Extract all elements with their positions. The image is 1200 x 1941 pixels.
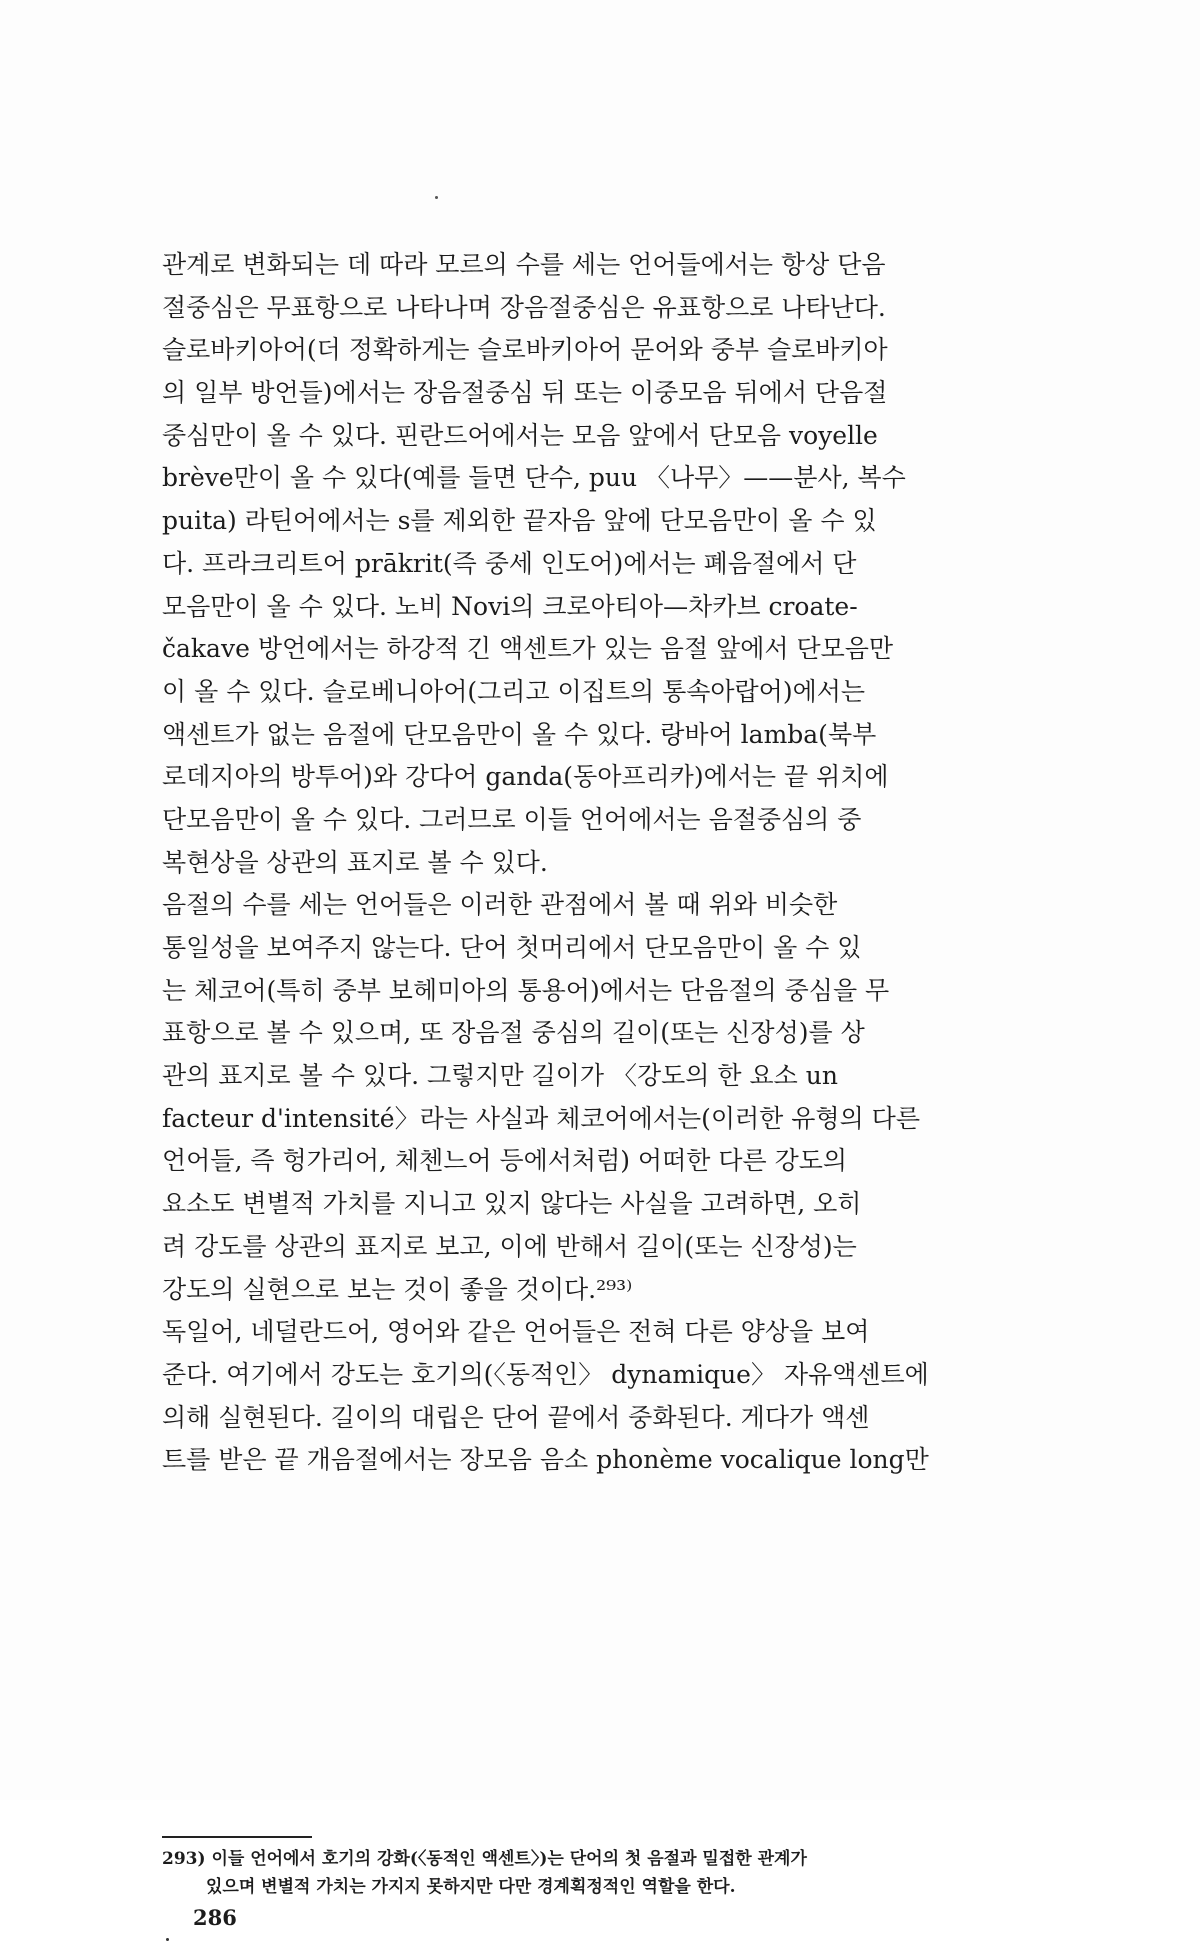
body-line: 표항으로 볼 수 있으며, 또 장음절 중심의 길이(또는 신장성)를 상 (162, 1018, 865, 1048)
body-line: 려 강도를 상관의 표지로 보고, 이에 반해서 길이(또는 신장성)는 (162, 1231, 857, 1261)
body-line: 통일성을 보여주지 않는다. 단어 첫머리에서 단모음만이 올 수 있 (162, 933, 862, 962)
body-line: 이 올 수 있다. 슬로베니아어(그리고 이집트의 통속아랍어)에서는 (162, 676, 866, 706)
footnote-line: 293) 이들 언어에서 호기의 강화(〈동적인 액센트〉)는 단어의 첫 음절과 밀접한 관계가 (162, 1849, 807, 1869)
body-line: 모음만이 올 수 있다. 노비 Novi의 크로아티아—차카브 croate- (162, 591, 858, 621)
body-line: 트를 받은 끝 개음절에서는 장모음 음소 phonème vocalique long만 (162, 1445, 929, 1475)
body-line: 의해 실현된다. 길이의 대립은 단어 끝에서 중화된다. 게다가 액센 (162, 1402, 870, 1432)
footnote (162, 1845, 1002, 1901)
body-text (162, 244, 1002, 1482)
body-line: 독일어, 네덜란드어, 영어와 같은 언어들은 전혀 다른 양상을 보여 (162, 1317, 870, 1347)
body-line: 관계로 변화되는 데 따라 모르의 수를 세는 언어들에서는 항상 단음 (162, 250, 886, 279)
body-line: 언어들, 즉 헝가리어, 체첸느어 등에서처럼) 어떠한 다른 강도의 (162, 1146, 848, 1176)
body-line: 로데지아의 방투어)와 강다어 ganda(동아프리카)에서는 끝 위치에 (162, 762, 889, 792)
body-line: 준다. 여기에서 강도는 호기의(〈동적인〉 dynamique〉 자유액센트에 (162, 1359, 929, 1389)
footnote-line: 있으며 변별적 가치는 가지지 못하지만 다만 경계획정적인 역할을 한다. (206, 1877, 736, 1897)
body-line: 단모음만이 올 수 있다. 그러므로 이들 언어에서는 음절중심의 중 (162, 804, 862, 834)
body-line: puita) 라틴어에서는 s를 제외한 끝자음 앞에 단모음만이 올 수 있 (162, 506, 877, 536)
body-line: čakave 방언에서는 하강적 긴 액센트가 있는 음절 앞에서 단모음만 (162, 634, 894, 664)
body-line: 는 체코어(특히 중부 보헤미아의 통용어)에서는 단음절의 중심을 무 (162, 975, 890, 1005)
body-line: 다. 프라크리트어 prākrit(즉 중세 인도어)에서는 폐음절에서 단 (162, 548, 857, 578)
body-line: 의 일부 방언들)에서는 장음절중심 뒤 또는 이중모음 뒤에서 단음절 (162, 378, 888, 408)
page-number: 286 (193, 1905, 237, 1930)
body-line: 요소도 변별적 가치를 지니고 있지 않다는 사실을 고려하면, 오히 (162, 1189, 862, 1219)
scan-dot (435, 196, 438, 199)
body-line: 절중심은 무표항으로 나타나며 장음절중심은 유표항으로 나타난다. (162, 292, 886, 322)
body-line: 액센트가 없는 음절에 단모음만이 올 수 있다. 랑바어 lamba(북부 (162, 719, 877, 749)
body-line: brève만이 올 수 있다(예를 들면 단수, puu 〈나무〉——분사, 복수 (162, 463, 906, 493)
body-line: 음절의 수를 세는 언어들은 이러한 관점에서 볼 때 위와 비슷한 (162, 890, 838, 920)
body-line: 중심만이 올 수 있다. 핀란드어에서는 모음 앞에서 단모음 voyelle (162, 420, 878, 450)
body-line: facteur d'intensité〉라는 사실과 체코어에서는(이러한 유형의 다른 (162, 1103, 920, 1133)
body-line: 복현상을 상관의 표지로 볼 수 있다. (162, 847, 548, 877)
body-line: 강도의 실현으로 보는 것이 좋을 것이다.²⁹³⁾ (162, 1274, 633, 1304)
footnote-divider (162, 1836, 312, 1838)
body-line: 관의 표지로 볼 수 있다. 그렇지만 길이가 〈강도의 한 요소 un (162, 1061, 838, 1091)
body-line: 슬로바키아어(더 정확하게는 슬로바키아어 문어와 중부 슬로바키아 (162, 335, 888, 365)
